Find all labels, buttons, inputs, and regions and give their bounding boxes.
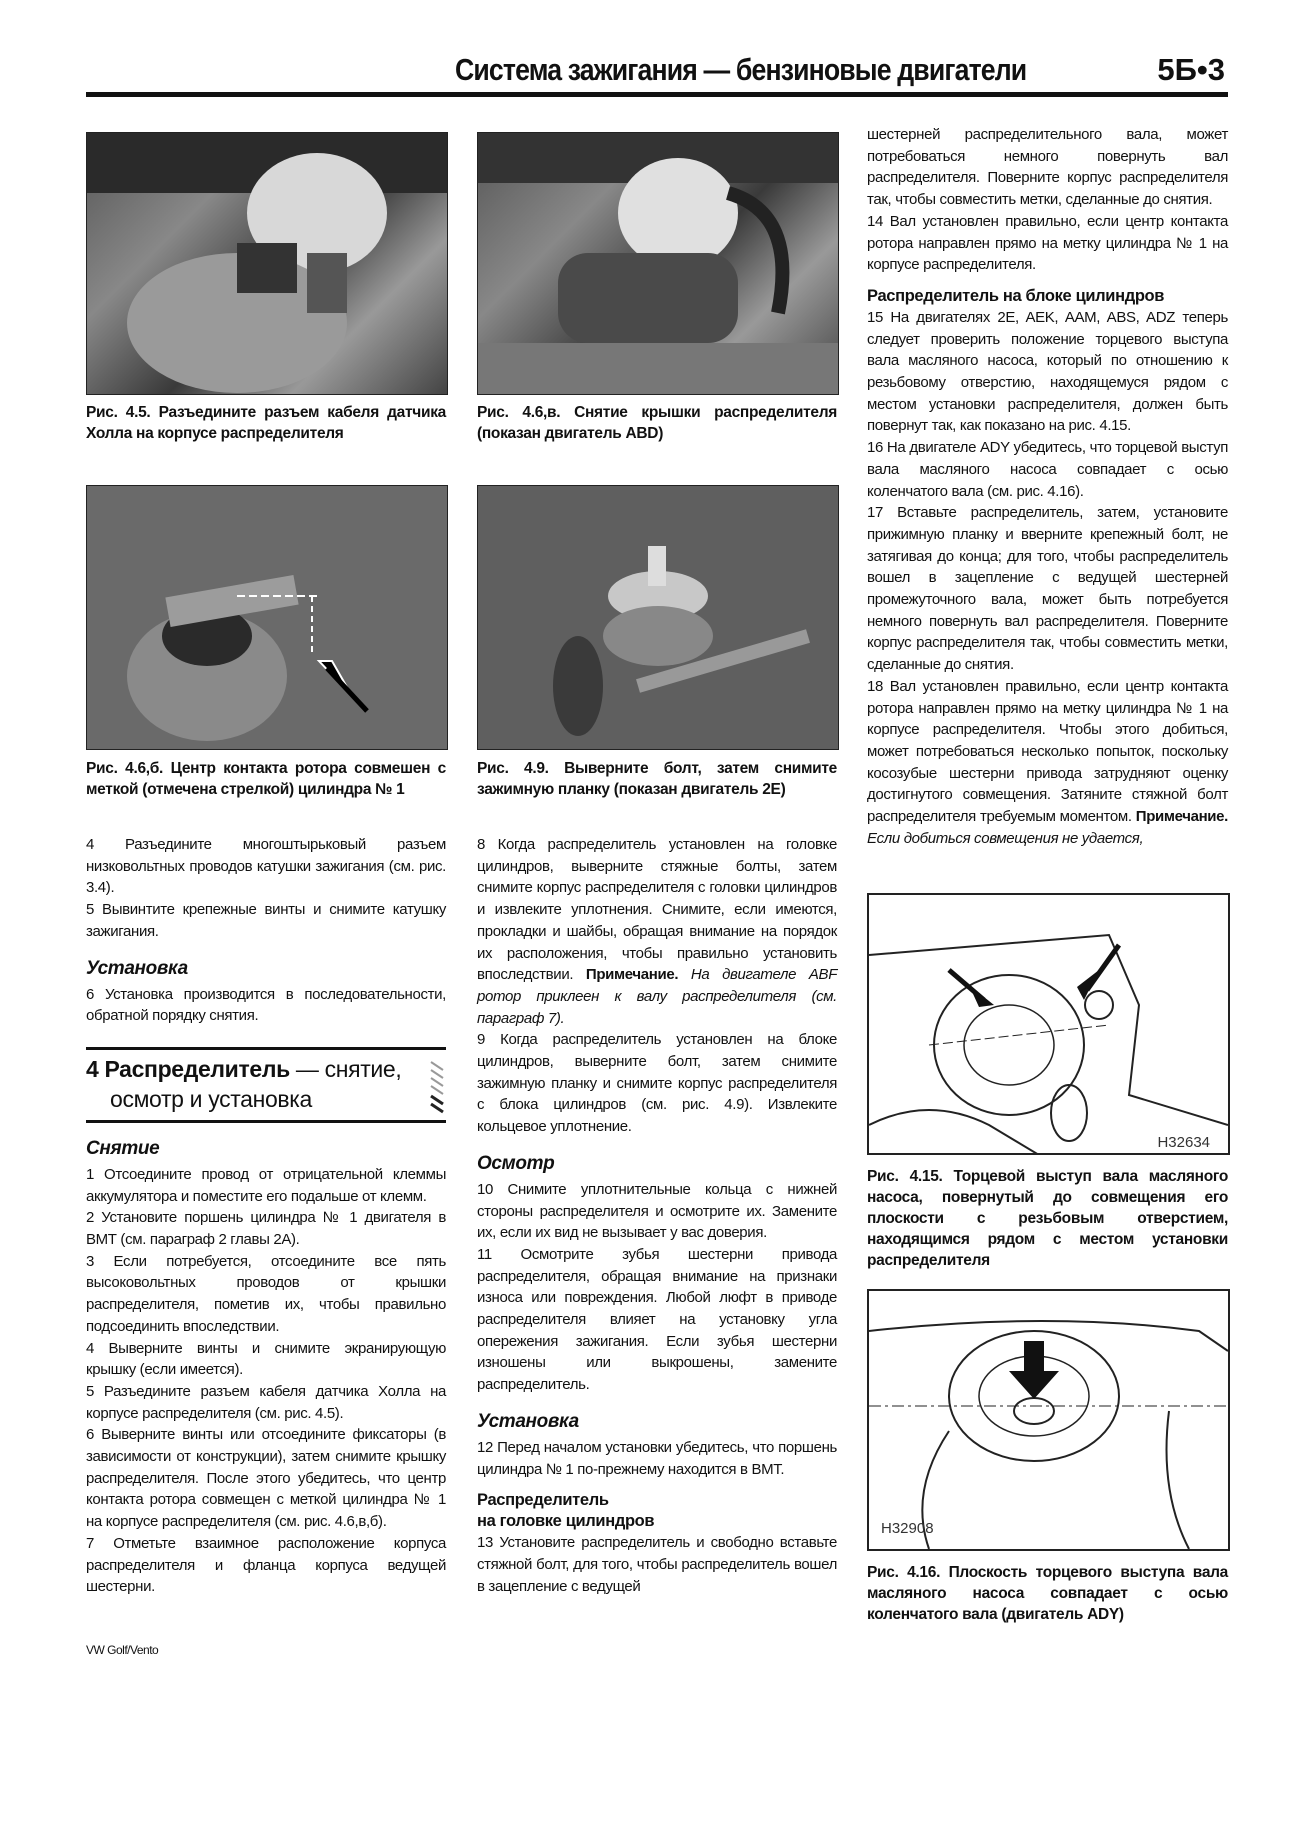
step-8-body: 8 Когда распределитель установлен на головке цилиндров, выверните стяжные болты, затем снимите корпус распределителя с головки цилиндров и извлеките уплотнения. Снимите, если имеются, прокладки и шайбы, обращая внимание на порядок их расположения, чтобы правильно установить впоследствии. [477, 836, 837, 984]
removal-step-2: 2 Установите поршень цилиндра № 1 двигателя в ВМТ (см. параграф 2 главы 2A). [86, 1209, 446, 1249]
caption-fig-4-5: Рис. 4.5. Разъедините разъем кабеля датчика Холла на корпусе распределителя [86, 404, 446, 442]
step-17-text: 17 Вставьте распределитель, затем, установите прижимную планку и вверните крепежный болт, не затягивая до конца; для того, чтобы распределитель вошел в зацепление с ведущей шестерней промежуточного вала, может быть потребуется немного повернуть вал распределителя. Поверните корпус распределителя так, чтобы совместить метки, сделанные до снятия. [867, 504, 1228, 674]
section-title-rest: — снятие, [289, 1055, 402, 1082]
section-heading-distributor [86, 1047, 446, 1123]
diagram-code-4-15: H32634 [1157, 1134, 1210, 1151]
step-18-text [867, 676, 1228, 850]
step-15-text: 15 На двигателях 2E, AEK, AAM, ABS, ADZ теперь следует проверить положение торцевого выступа вала масляного насоса, который по отношению к резьбовому отверстию, находящемуся рядом с местом установки распределителя, должен быть повернут так, как показано на рис. 4.15. [867, 308, 1228, 435]
right-column [867, 124, 1228, 850]
page-number: 5Б•3 [1157, 52, 1225, 87]
removal-step-4: 4 Выверните винты и снимите экранирующую крышку (если имеется). [86, 1339, 446, 1379]
step-4-text: 4 Разъедините многоштырьковый разъем низковольтных проводов катушки зажигания (см. рис. 3.4). [86, 836, 446, 897]
note-label: Примечание. [1135, 808, 1228, 826]
diagram-fig-4-16 [867, 1289, 1230, 1551]
subheading-head-1: Распределитель [477, 1491, 609, 1510]
photo-fig-4-9 [477, 485, 839, 750]
page-header-title: Система зажигания — бензиновые двигатели [455, 52, 1027, 87]
step-9-text: 9 Когда распределитель установлен на блоке цилиндров, выверните болт, затем снимите зажимную планку и снимите корпус распределителя с блока цилиндров (см. рис. 4.9). Извлеките кольцевое уплотнение. [477, 1031, 837, 1136]
step-11-text: 11 Осмотрите зубья шестерни привода распределителя, обращая внимание на признаки износа или повреждения. Любой люфт в приводе распределителя влияет на установку угла опережения зажигания. Если зубья шестерни изношены или выкрошены, замените распределитель. [477, 1245, 837, 1394]
removal-step-3: 3 Если потребуется, отсоедините все пять высоковольтных проводов от крышки распределителя, пометив их, чтобы правильно подсоединить впоследствии. [86, 1252, 446, 1335]
removal-step-7: 7 Отметьте взаимное расположение корпуса распределителя и фланца корпуса ведущей шестерни. [86, 1534, 446, 1596]
caption-fig-4-6b: Рис. 4.6,б. Центр контакта ротора совмешен с меткой (отмечена стрелкой) цилиндра № 1 [86, 760, 446, 798]
subheading-installation: Установка [86, 957, 188, 979]
photo-fig-4-6v [477, 132, 839, 395]
step-14-text: 14 Вал установлен правильно, если центр контакта ротора направлен прямо на метку цилиндра № 1 на корпусе распределителя. [867, 212, 1228, 274]
middle-column [477, 834, 837, 1597]
photo-fig-4-5 [86, 132, 448, 395]
subheading-head-2: на головке цилиндров [477, 1512, 655, 1531]
diagram-fig-4-15 [867, 893, 1230, 1155]
step-10-text: 10 Снимите уплотнительные кольца с нижней стороны распределителя и осмотрите их. Замените их, если их вид не вызывает у вас доверия. [477, 1180, 837, 1242]
section-title: 4 Распределитель [86, 1055, 290, 1082]
step-18-body: 18 Вал установлен правильно, если центр контакта ротора направлен прямо на метку цилиндра № 1 на корпусе распределителя. Чтобы этого добиться, может потребоваться несколько попыток, поскольку косозубые шестерни привода затрудняют оценку достигнутого совмещения. Затяните стяжной болт распределителя требуемым моментом. [867, 677, 1228, 826]
step-16-text: 16 На двигателе ADY убедитесь, что торцевой выступ вала масляного насоса совпадает с осью коленчатого вала (см. рис. 4.16). [867, 439, 1228, 500]
subheading-removal: Снятие [86, 1137, 160, 1159]
difficulty-wrench-icon [428, 1058, 446, 1114]
step-13-text: 13 Установите распределитель и свободно вставьте стяжной болт, для того, чтобы распределитель вошел в зацепление с ведущей [477, 1534, 837, 1595]
step-8-text [477, 834, 837, 1029]
removal-step-5: 5 Разъедините разъем кабеля датчика Холла на корпусе распределителя (см. рис. 4.5). [86, 1382, 446, 1422]
subheading-block: Распределитель на блоке цилиндров [867, 286, 1165, 305]
caption-fig-4-9: Рис. 4.9. Выверните болт, затем снимите зажимную планку (показан двигатель 2E) [477, 760, 837, 798]
diagram-code-4-16: H32908 [881, 1520, 934, 1537]
subheading-inspection: Осмотр [477, 1152, 555, 1174]
page-footer: VW Golf/Vento [86, 1643, 159, 1657]
note-text: Если добиться совмещения не удается, [867, 829, 1144, 847]
header-rule [86, 92, 1228, 97]
left-column [86, 834, 446, 1598]
note-label: Примечание. [585, 966, 679, 984]
step-6-text: 6 Установка производится в последовательности, обратной порядку снятия. [86, 985, 446, 1025]
removal-step-6: 6 Выверните винты или отсоедините фиксаторы (в зависимости от конструкции), затем снимите крышку распределителя. После этого убедитесь, что центр контакта ротора совмещен с меткой цилиндра № 1 на корпусе распределителя (см. рис. 4.6,в,б). [86, 1426, 446, 1531]
section-title-line2: осмотр и установка [110, 1085, 312, 1112]
step-12-text: 12 Перед началом установки убедитесь, что поршень цилиндра № 1 по-прежнему находится в ВМТ. [477, 1438, 837, 1478]
photo-fig-4-6b [86, 485, 448, 750]
step-5-text: 5 Вывинтите крепежные винты и снимите катушку зажигания. [86, 901, 446, 940]
removal-step-1: 1 Отсоедините провод от отрицательной клеммы аккумулятора и поместите его подальше от клемм. [86, 1165, 446, 1205]
caption-fig-4-16: Рис. 4.16. Плоскость торцевого выступа вала масляного насоса совпадает с осью коленчатого вала (двигатель ADY) [867, 1564, 1228, 1623]
caption-fig-4-6v: Рис. 4.6,в. Снятие крышки распределителя (показан двигатель ABD) [477, 404, 837, 442]
subheading-installation-2: Установка [477, 1410, 579, 1432]
note-text: На двигателе ABF ротор приклеен к валу распределителя (см. параграф 7). [477, 966, 838, 1027]
step-13-continued: шестерней распределительного вала, может потребоваться немного повернуть вал распределителя. Поверните корпус распределителя так, чтобы совместить метки, сделанные до снятия. [867, 126, 1228, 209]
caption-fig-4-15: Рис. 4.15. Торцевой выступ вала масляного насоса, повернутый до совмещения его плоскости с резьбовым отверстием, находящимся рядом с местом установки распределителя [867, 1168, 1228, 1269]
